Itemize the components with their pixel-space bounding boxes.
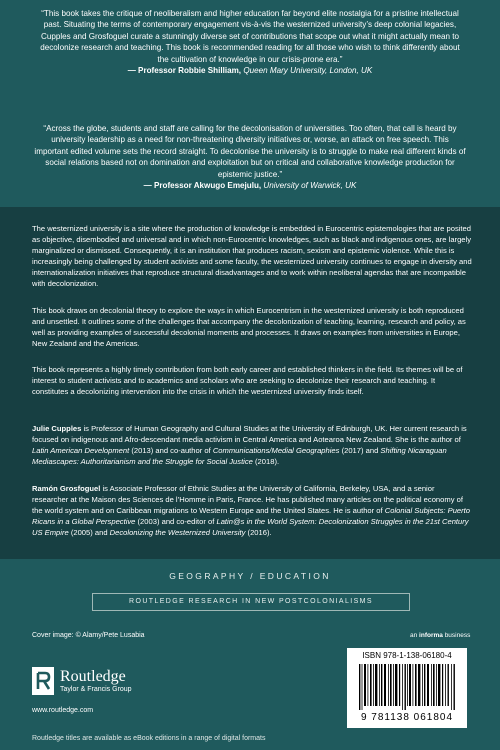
subject-category: GEOGRAPHY / EDUCATION (169, 571, 331, 581)
informa-suffix: business (442, 632, 471, 639)
isbn-barcode (347, 648, 467, 728)
bio-cupples-name: Julie Cupples (32, 424, 82, 433)
endorsement-1-quote: “This book takes the critique of neoliberalism and higher education far beyond elite nostalgia for a pristine intellectual past. Situating the terms of contemporary engagement vis-à-vis the westernized university’s deep colonial legacies, Cupples and Grosfoguel curate a stunningly diverse set of contributions that scope out what it might actually mean to decolonize research and teaching. This book is recommended reading for all those who wish to think differently about the cultivation of knowledge in our crisis-prone era.” (40, 9, 460, 64)
endorsement-1-author: — Professor Robbie Shilliam, (127, 66, 242, 76)
bio-grosfoguel-name: Ramón Grosfoguel (32, 484, 101, 493)
bio-cupples-text: (2017) and (339, 445, 381, 455)
isbn-label: ISBN 978-1-138-06180-4 (362, 651, 452, 660)
bio-grosfoguel-text: (2003) and co-editor of (135, 516, 217, 526)
bio-grosfoguel-text: (2005) and (68, 527, 110, 537)
bio-grosfoguel (32, 484, 472, 539)
endorsement-2 (34, 123, 466, 191)
bio-cupples-text: (2018). (252, 456, 280, 466)
publisher-name: Routledge (60, 668, 126, 685)
informa-prefix: an (410, 632, 420, 639)
bio-cupples-text: is Professor of Human Geography and Cultural Studies at the University of Edinburgh, UK. Her current research is focused on indigenous and Afro-descendant media activism in Central America and Aotearoa New Zealand. She is the author of (32, 424, 467, 444)
bio-cupples-text: (2013) and co-author of (129, 445, 213, 455)
endorsement-2-affiliation: University of Warwick, UK (263, 181, 357, 191)
endorsement-1-affiliation: Queen Mary University, London, UK (243, 66, 373, 76)
bio-cupples-book: Latin American Development (32, 445, 130, 455)
bio-grosfoguel-book: Decolonizing the Westernized University (109, 527, 246, 537)
bio-cupples (32, 424, 472, 468)
bio-cupples-book: Shifting Nicaraguan Mediascapes: Authoritarianism and the Struggle for Social Justice (32, 445, 447, 466)
routledge-logo-icon (32, 667, 54, 695)
description-paragraph-2: This book draws on decolonial theory to explore the ways in which Eurocentrism in the westernized university is both reproduced and unsettled. It outlines some of the challenges that accompany the decolonization of teaching, learning, research and policy, as well as providing examples of successful decolonial moments and processes. It draws on examples from universities in Europe, New Zealand and the Americas. (32, 306, 466, 348)
bio-grosfoguel-text: is Associate Professor of Ethnic Studies at the University of California, Berkeley, USA, and a senior researcher at the Maison des Sciences de l’Homme in Paris, France. He has published many articles on the political economy of the world system and on Caribbean migrations to Western Europe and the United States. He is author of (32, 484, 463, 515)
bio-grosfoguel-book: Colonial Subjects: Puerto Ricans in a Global Perspective (32, 505, 471, 526)
barcode-icon (357, 664, 457, 710)
description-paragraph-1: The westernized university is a site where the production of knowledge is embedded in Eurocentric epistemologies that are posited as objective, disembodied and universal and in which non-Eurocentric knowledges, such as black and indigenous ones, are largely marginalized or dismissed. Consequently, it is an institution that produces racism, sexism and epistemic violence. While this is increasingly being challenged by student activists and some faculty, the westernized university continues to engage in diversity and internationalization initiatives that reproduce structural disadvantages and to work within neoliberal agendas that are incompatible with decolonization. (32, 224, 472, 288)
endorsement-2-author: — Professor Akwugo Emejulu, (143, 181, 262, 191)
bio-cupples-book: Communications/Medial Geographies (212, 445, 340, 455)
informa-tagline (410, 632, 470, 639)
barcode-digits: 9 781138 061804 (360, 712, 454, 723)
publisher-url[interactable]: www.routledge.com (32, 707, 94, 714)
series-title: ROUTLEDGE RESEARCH IN NEW POSTCOLONIALISMS (92, 593, 410, 611)
endorsement-2-quote: “Across the globe, students and staff are calling for the decolonisation of universities. Too often, that call is heard by university leadership as a need for non-threatening diversity initiatives or, worse, an attack on free speech. This important edited volume sets the record straight. To decolonise the university is to struggle to make real different kinds of social relations based not on domination and exploitation but on critical and collaborative knowledge production for epistemic justice.” (34, 124, 466, 179)
cover-image-credit: Cover image: © Alamy/Pete Lusabia (32, 632, 145, 639)
informa-brand: informa (419, 632, 443, 639)
description-paragraph-3: This book represents a highly timely contribution from both early career and established thinkers in the field. Its themes will be of interest to student activists and to academics and scholars who are seeking to decolonize their research and teaching. It constitutes a decolonizing intervention into the crisis in which the westernized university finds itself. (32, 365, 463, 396)
publisher-group: Taylor & Francis Group (60, 686, 132, 693)
ebook-note: Routledge titles are available as eBook editions in a range of digital formats (32, 735, 266, 742)
bio-grosfoguel-text: (2016). (245, 527, 272, 537)
bio-grosfoguel-book: Latin@s in the World System: Decolonization Struggles in the 21st Century US Empire (32, 516, 469, 537)
endorsement-1 (34, 8, 466, 76)
